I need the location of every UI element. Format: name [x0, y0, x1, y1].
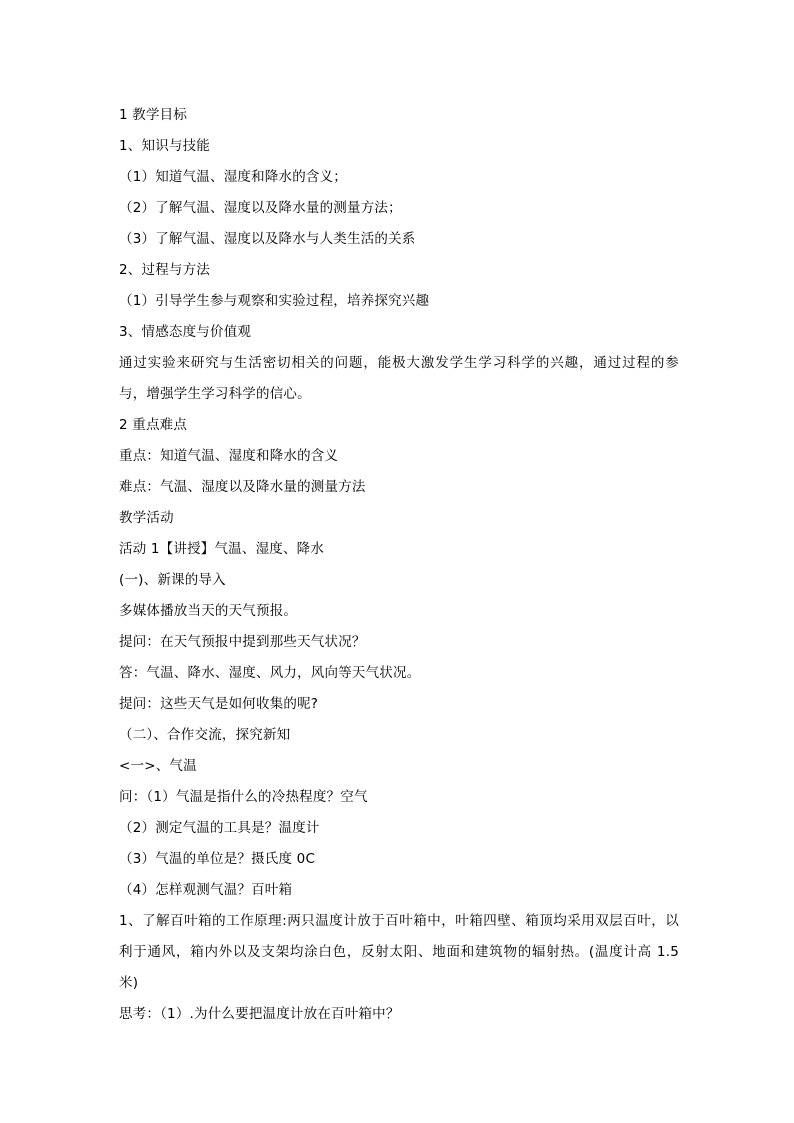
section-heading-objectives: 1 教学目标	[119, 107, 188, 123]
difficult-point: 难点：气温、湿度以及降水量的测量方法	[119, 479, 366, 495]
temperature-heading: <一>、气温	[119, 758, 197, 774]
objective-item-2: （2）了解气温、湿度以及降水量的测量方法；	[119, 200, 402, 216]
shutter-box-paragraph: 1、了解百叶箱的工作原理:两只温度计放于百叶箱中，叶箱四壁、箱顶均采用双层百叶，以利于通风，箱内外以及支架均涂白色，反射太阳、地面和建筑物的辐射热。(温度计高 1.5 米)	[119, 913, 679, 991]
values-paragraph: 通过实验来研究与生活密切相关的问题，能极大激发学生学习科学的兴趣，通过过程的参与，增强学生学习科学的信心。	[119, 355, 679, 402]
key-point: 重点：知道气温、湿度和降水的含义	[119, 448, 339, 464]
intro-text: 多媒体播放当天的天气预报。	[119, 603, 298, 619]
document-body	[119, 100, 679, 1030]
objective-item-3: （3）了解气温、湿度以及降水与人类生活的关系	[119, 231, 416, 247]
temperature-question-3: （3）气温的单位是？摄氏度 0C	[119, 851, 316, 867]
objective-item-1: （1）知道气温、湿度和降水的含义；	[119, 169, 347, 185]
intro-heading: (一)、新课的导入	[119, 572, 226, 588]
activity-title: 活动 1【讲授】气温、湿度、降水	[119, 541, 325, 557]
temperature-question-2: （2）测定气温的工具是？温度计	[119, 820, 320, 836]
subheading-knowledge-skills: 1、知识与技能	[119, 138, 210, 154]
subheading-attitudes-values: 3、情感态度与价值观	[119, 324, 252, 340]
question-2: 提问：这些天气是如何收集的呢?	[119, 696, 319, 712]
cooperation-heading: （二）、合作交流，探究新知	[119, 727, 291, 743]
temperature-question-4: （4）怎样观测气温？百叶箱	[119, 882, 293, 898]
subheading-process-methods: 2、过程与方法	[119, 262, 210, 278]
answer-1: 答：气温、降水、湿度、风力，风向等天气状况。	[119, 665, 421, 681]
section-heading-key-points: 2 重点难点	[119, 417, 188, 433]
reflection-question: 思考：（1）.为什么要把温度计放在百叶箱中？	[119, 1006, 400, 1022]
temperature-question-1: 问：（1）气温是指什么的冷热程度？空气	[119, 789, 368, 805]
question-1: 提问：在天气预报中提到那些天气状况？	[119, 634, 366, 650]
section-heading-activities: 教学活动	[119, 510, 174, 526]
process-item-1: （1）引导学生参与观察和实验过程，培养探究兴趣	[119, 293, 430, 309]
